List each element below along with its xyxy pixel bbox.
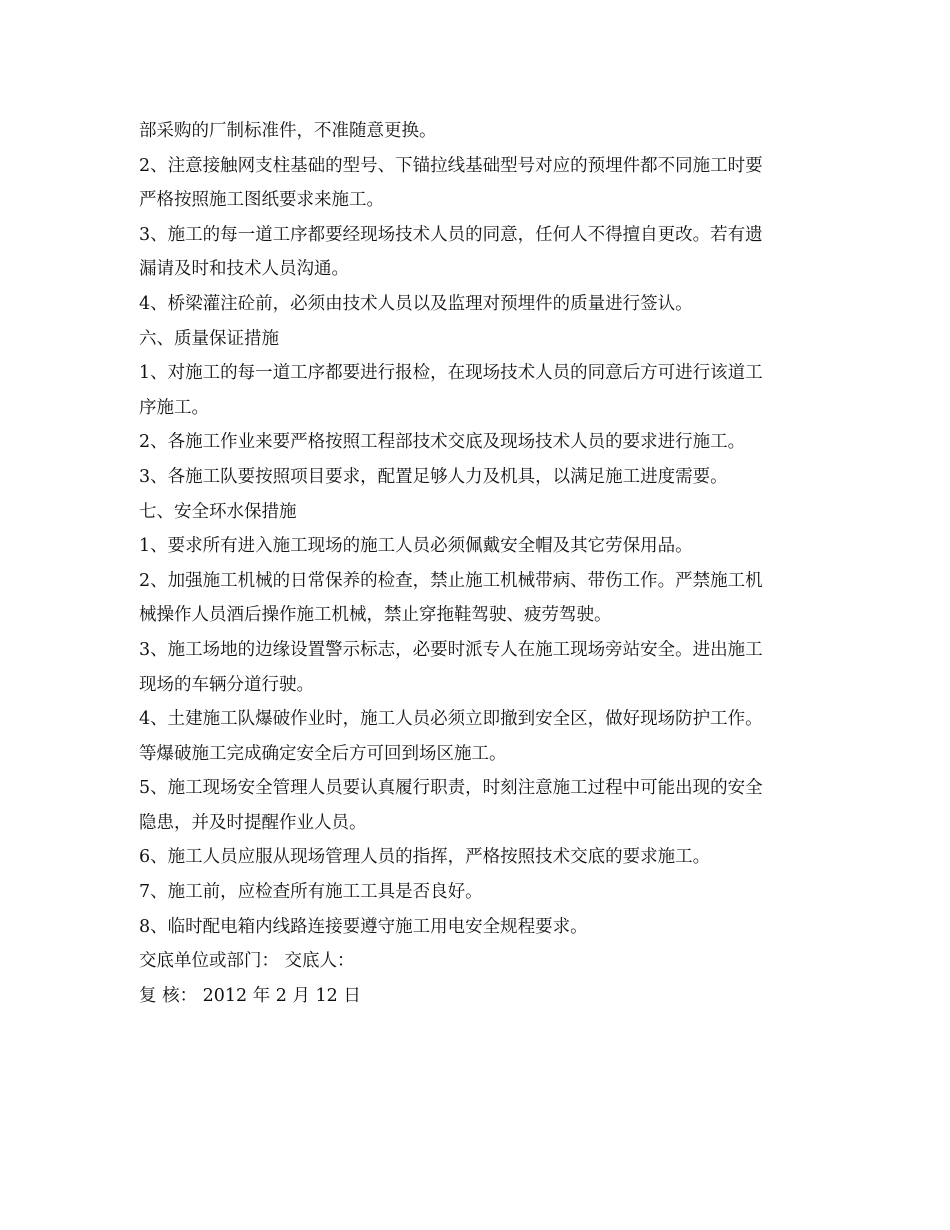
text-line: 4、桥梁灌注砼前，必须由技术人员以及监理对预埋件的质量进行签认。 [139,293,693,314]
text-line: 1、对施工的每一道工序都要进行报检，在现场技术人员的同意后方可进行该道工 [139,363,763,384]
section-heading: 六、质量保证措施 [139,328,279,349]
text-line: 部采购的厂制标准件，不准随意更换。 [139,121,437,141]
text-line: 2、各施工作业来要严格按照工程部技术交底及现场技术人员的要求进行施工。 [139,432,746,453]
text-line: 2、注意接触网支柱基础的型号、下锚拉线基础型号对应的预埋件都不同施工时要 [139,155,763,176]
signature-line: 交底单位或部门： 交底人： [139,951,355,972]
review-date-line: 复 核： 2012 年 2 月 12 日 [139,985,361,1006]
text-line: 3、各施工队要按照项目要求，配置足够人力及机具，以满足施工进度需要。 [139,466,728,487]
text-line: 漏请及时和技术人员沟通。 [139,259,349,280]
document-body [139,114,829,1013]
text-line: 7、施工前，应检查所有施工工具是否良好。 [139,882,483,903]
text-line: 1、要求所有进入施工现场的施工人员必须佩戴安全帽及其它劳保用品。 [139,536,693,557]
text-line: 3、施工场地的边缘设置警示标志，必要时派专人在施工现场旁站安全。进出施工 [139,639,763,660]
text-line: 严格按照施工图纸要求来施工。 [139,190,384,211]
text-line: 械操作人员酒后操作施工机械，禁止穿拖鞋驾驶、疲劳驾驶。 [139,605,612,626]
text-line: 序施工。 [139,397,209,418]
text-line: 隐患，并及时提醒作业人员。 [139,812,367,833]
text-line: 等爆破施工完成确定安全后方可回到场区施工。 [139,743,507,764]
text-line: 4、土建施工队爆破作业时，施工人员必须立即撤到安全区，做好现场防护工作。 [139,709,763,730]
text-line: 8、临时配电箱内线路连接要遵守施工用电安全规程要求。 [139,916,588,937]
text-line: 现场的车辆分道行驶。 [139,674,314,695]
section-heading: 七、安全环水保措施 [139,501,297,522]
text-line: 2、加强施工机械的日常保养的检查，禁止施工机械带病、带伤工作。严禁施工机 [139,570,763,591]
text-line: 3、施工的每一道工序都要经现场技术人员的同意，任何人不得擅自更改。若有遗 [139,224,763,245]
text-line: 6、施工人员应服从现场管理人员的指挥，严格按照技术交底的要求施工。 [139,847,711,868]
text-line: 5、施工现场安全管理人员要认真履行职责，时刻注意施工过程中可能出现的安全 [139,778,763,799]
